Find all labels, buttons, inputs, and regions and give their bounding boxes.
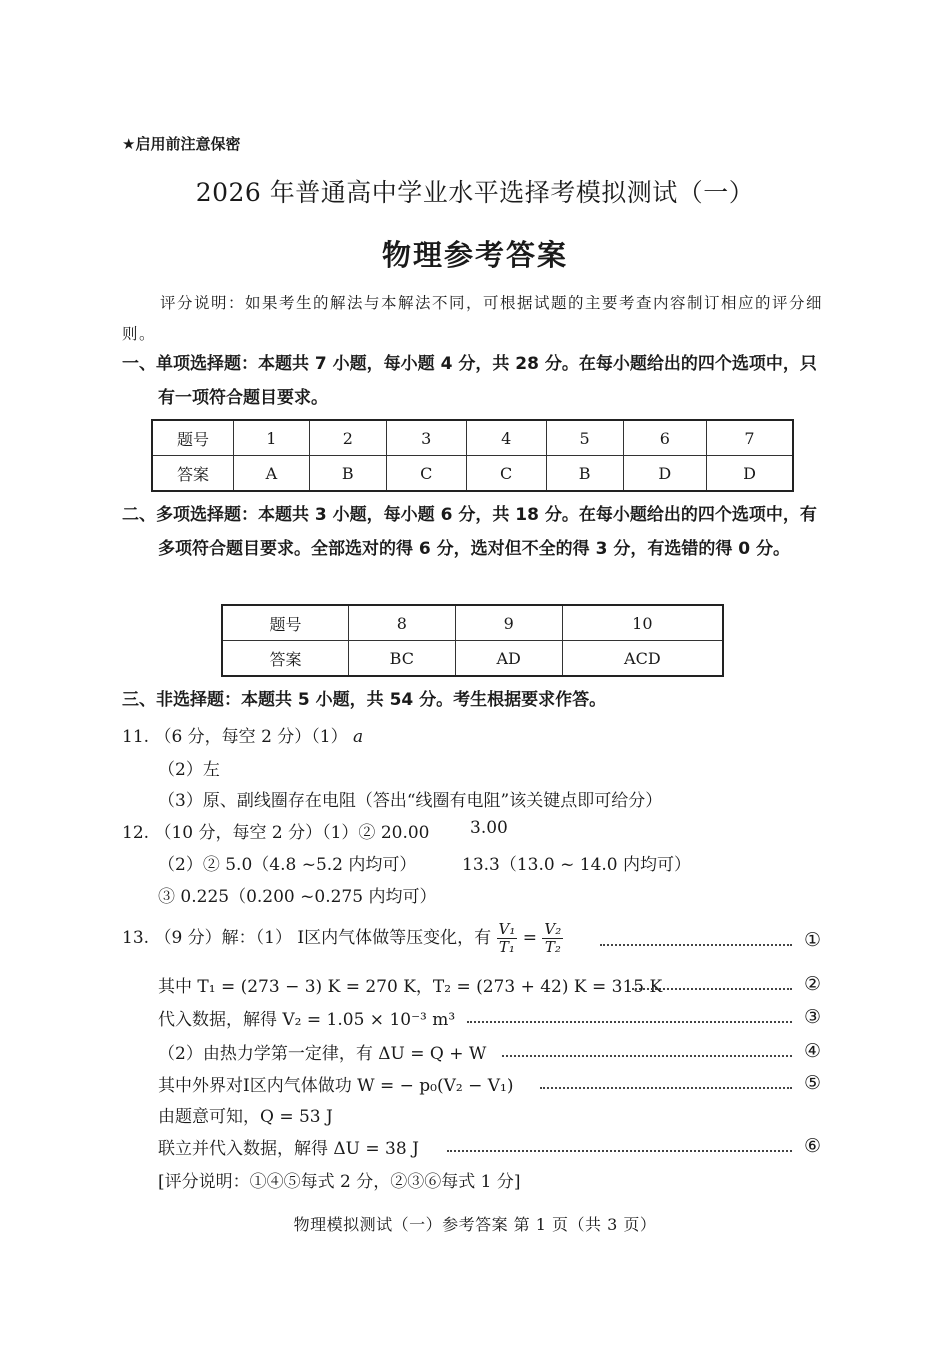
- table-cell: 4: [466, 420, 546, 456]
- fraction-v2-t2: $\frac{\text{V₂}}{\text{T₂}}$: [544, 920, 562, 956]
- q13-line2: 其中 T₁ = (273 − 3) K = 270 K，T₂ = (273 + 42) K = 315 K: [158, 977, 663, 997]
- q12-line1-b: 3.00: [470, 818, 508, 838]
- confidential-label: ★启用前注意保密: [122, 135, 241, 153]
- q12-line2: （2）② 5.0（4.8 ~5.2 内均可）: [158, 855, 417, 875]
- table-cell: B: [546, 456, 623, 492]
- section2-heading: [122, 498, 827, 566]
- row-label-question: 题号: [222, 605, 349, 641]
- multiple-choice-answer-table: [221, 604, 724, 677]
- table-cell: C: [466, 456, 546, 492]
- row-label-answer: 答案: [222, 641, 349, 677]
- q13-line4: （2）由热力学第一定律，有 ΔU = Q + W: [158, 1044, 487, 1064]
- row-label-answer: 答案: [152, 456, 234, 492]
- q13-line1-text: 13. （9 分）解：（1） Ⅰ区内气体做等压变化，有: [122, 928, 492, 948]
- q13-line1: 13. （9 分）解：（1） Ⅰ区内气体做等压变化，有 $\frac{\text{V₁}}{\text{T₁}}$ = $\frac{\text{V₂}}{\text{T₂}}$: [122, 920, 562, 956]
- page-footer: 物理模拟测试（一）参考答案 第 1 页（共 3 页）: [293, 1215, 657, 1234]
- equation-mark-2: ②: [804, 973, 822, 995]
- table-row: [222, 605, 723, 641]
- table-cell: 5: [546, 420, 623, 456]
- q12-line1: 12. （10 分，每空 2 分）（1）② 20.00: [122, 823, 430, 843]
- table-row: [152, 456, 793, 492]
- q13-line7: 联立并代入数据，解得 ΔU = 38 J: [158, 1139, 419, 1159]
- q13-line3: 代入数据，解得 V₂ = 1.05 × 10⁻³ m³: [158, 1010, 456, 1030]
- fraction-v1-t1: $\frac{\text{V₁}}{\text{T₁}}$: [498, 920, 516, 956]
- table-cell: A: [234, 456, 310, 492]
- table-cell: C: [386, 456, 466, 492]
- q13-line6: 由题意可知，Q = 53 J: [158, 1107, 333, 1127]
- q11-line3: （3）原、副线圈存在电阻（答出“线圈有电阻”该关键点即可给分）: [158, 791, 663, 811]
- equation-mark-4: ④: [804, 1040, 822, 1062]
- table-cell: 1: [234, 420, 310, 456]
- equation-mark-3: ③: [804, 1006, 822, 1028]
- table-cell: 10: [562, 605, 723, 641]
- table-row: [222, 641, 723, 677]
- table-cell: 7: [707, 420, 793, 456]
- leader-dots: [467, 1021, 792, 1023]
- section1-heading-text: 一、单项选择题：本题共 7 小题，每小题 4 分，共 28 分。在每小题给出的四个选项中，只有一项符合题目要求。: [122, 354, 817, 408]
- section2-heading-text: 二、多项选择题：本题共 3 小题，每小题 6 分，共 18 分。在每小题给出的四个选项中，有多项符合题目要求。全部选对的得 6 分，选对但不全的得 3 分，有选错的得 0 分。: [122, 505, 817, 559]
- exam-title: 2026 年普通高中学业水平选择考模拟测试（一）: [195, 178, 755, 207]
- scoring-note: 评分说明：如果考生的解法与本解法不同，可根据试题的主要考查内容制订相应的评分细则。: [122, 294, 824, 343]
- page-title: 物理参考答案: [381, 238, 568, 272]
- equation-mark-1: ①: [804, 929, 822, 951]
- equation-mark-5: ⑤: [804, 1072, 822, 1094]
- table-cell: BC: [349, 641, 456, 677]
- leader-dots: [600, 944, 792, 946]
- table-cell: B: [309, 456, 386, 492]
- leader-dots: [632, 988, 792, 990]
- single-choice-answer-table: [151, 419, 794, 492]
- section1-heading: [122, 347, 827, 415]
- table-cell: 6: [623, 420, 706, 456]
- q11-prefix: 11. （6 分，每空 2 分）（1）: [122, 727, 348, 747]
- row-label-question: 题号: [152, 420, 234, 456]
- table-row: [152, 420, 793, 456]
- table-cell: 8: [349, 605, 456, 641]
- q13-scoring-note: [评分说明：①④⑤每式 2 分，②③⑥每式 1 分]: [158, 1172, 521, 1192]
- q11-line2: （2）左: [158, 760, 220, 780]
- section3-heading-text: 三、非选择题：本题共 5 小题，共 54 分。考生根据要求作答。: [122, 690, 607, 710]
- leader-dots: [540, 1087, 792, 1089]
- table-cell: D: [623, 456, 706, 492]
- table-cell: 9: [455, 605, 562, 641]
- q11-line1: [122, 722, 363, 747]
- table-cell: 2: [309, 420, 386, 456]
- equation-mark-6: ⑥: [804, 1135, 822, 1157]
- table-cell: ACD: [562, 641, 723, 677]
- q11-answer-1: a: [353, 727, 364, 747]
- table-cell: 3: [386, 420, 466, 456]
- leader-dots: [447, 1150, 792, 1152]
- q13-line5: 其中外界对Ⅰ区内气体做功 W = − p₀(V₂ − V₁): [158, 1076, 514, 1096]
- leader-dots: [502, 1055, 792, 1057]
- table-cell: D: [707, 456, 793, 492]
- q12-line3: ③ 0.225（0.200 ~0.275 内均可）: [158, 887, 437, 907]
- table-cell: AD: [455, 641, 562, 677]
- q12-line2-b: 13.3（13.0 ~ 14.0 内均可）: [462, 855, 692, 875]
- section3-heading: [122, 683, 827, 717]
